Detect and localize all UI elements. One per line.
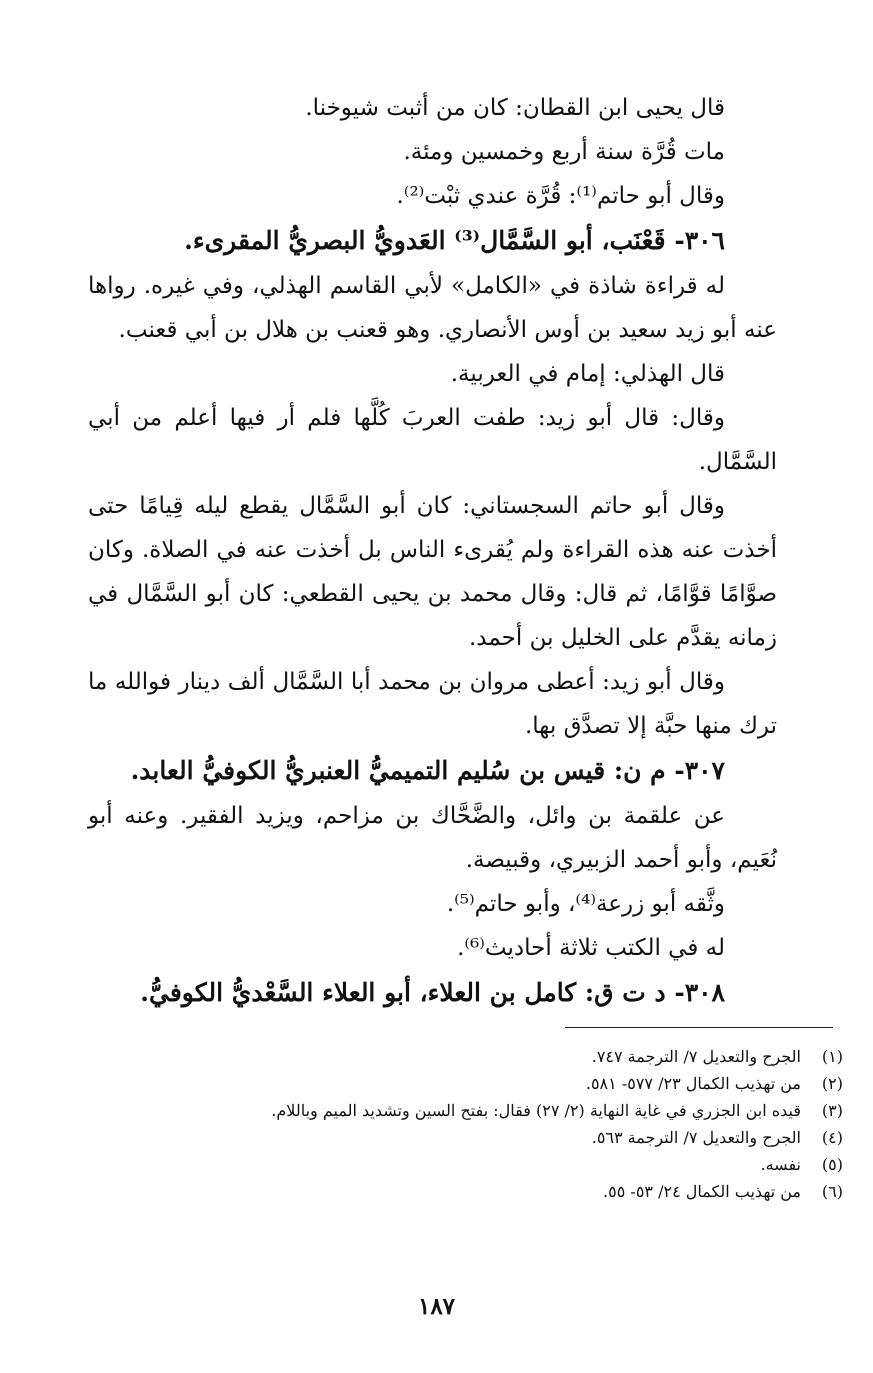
- footnote: [96, 1070, 843, 1097]
- footnotes: [96, 1043, 843, 1205]
- footnote-text: الجرح والتعديل ٧/ الترجمة ٥٦٣.: [591, 1128, 801, 1147]
- footnote-text: من تهذيب الكمال ٢٤/ ٥٣- ٥٥.: [603, 1182, 801, 1201]
- paragraph: وثَّقه أبو زرعة⁽⁴⁾، وأبو حاتم⁽⁵⁾.: [446, 891, 725, 917]
- footnote-number: (٢): [821, 1074, 843, 1093]
- entry-heading-307: ٣٠٧- م ن: قيس بن سُليم التميميُّ العنبريُّ الكوفيُّ العابد.: [130, 756, 725, 785]
- paragraph: قال الهذلي: إمام في العربية.: [450, 361, 725, 387]
- main-text: [88, 86, 777, 1016]
- entry-heading-306: ٣٠٦- قَعْنَب، أبو السَّمَّال⁽³⁾ العَدويُّ البصريُّ المقرىء.: [184, 226, 725, 255]
- text-line: مات قُرَّة سنة أربع وخمسين ومئة.: [403, 139, 725, 165]
- footnote: [96, 1151, 843, 1178]
- paragraph: له قراءة شاذة في «الكامل» لأبي القاسم الهذلي، وفي غيره. رواها عنه أبو زيد سعيد بن أوس الأنصاري. وهو قعنب بن هلال بن أبي قعنب.: [88, 273, 777, 343]
- footnote-number: (٥): [821, 1155, 843, 1174]
- footnote-number: (٣): [821, 1101, 843, 1120]
- footnote: [96, 1043, 843, 1070]
- footnote-number: (٤): [821, 1128, 843, 1147]
- footnote-text: الجرح والتعديل ٧/ الترجمة ٧٤٧.: [591, 1047, 801, 1066]
- text-line: وقال أبو حاتم⁽¹⁾: قُرَّة عندي ثبْت⁽²⁾.: [396, 183, 725, 209]
- paragraph: له في الكتب ثلاثة أحاديث⁽⁶⁾.: [457, 935, 725, 961]
- paragraph: وقال أبو زيد: أعطى مروان بن محمد أبا السَّمَّال ألف دينار فوالله ما ترك منها حبَّة إلا تصدَّق بها.: [88, 669, 777, 739]
- footnote-text: قيده ابن الجزري في غاية النهاية (٢/ ٢٧) فقال: بفتح السين وتشديد الميم وباللام.: [271, 1101, 801, 1120]
- page-number: ١٨٧: [417, 1293, 456, 1320]
- paragraph: وقال أبو حاتم السجستاني: كان أبو السَّمَّال يقطع ليله قِيامًا حتى أخذت عنه هذه القراءة ولم يُقرىء الناس بل أخذت عنه في الصلاة. وكان صوَّامًا قوَّامًا، ثم قال: وقال محمد بن يحيى القطعي: كان أبو السَّمَّال في زمانه يقدَّم على الخليل بن أحمد.: [88, 493, 777, 651]
- footnote: [96, 1124, 843, 1151]
- footnote: [96, 1178, 843, 1205]
- footnote-text: من تهذيب الكمال ٢٣/ ٥٧٧- ٥٨١.: [585, 1074, 801, 1093]
- footnote-text: نفسه.: [760, 1155, 801, 1174]
- text-line: قال يحيى ابن القطان: كان من أثبت شيوخنا.: [305, 95, 725, 121]
- entry-heading-308: ٣٠٨- د ت ق: كامل بن العلاء، أبو العلاء السَّعْديُّ الكوفيُّ.: [140, 978, 725, 1007]
- footnote-number: (٦): [821, 1182, 843, 1201]
- paragraph: عن علقمة بن وائل، والضَّحَّاك بن مزاحم، ويزيد الفقير. وعنه أبو نُعَيم، وأبو أحمد الزبيري، وقبيصة.: [88, 803, 777, 873]
- footnote-number: (١): [821, 1047, 843, 1066]
- paragraph: وقال: قال أبو زيد: طفت العربَ كُلَّها فلم أر فيها أعلم من أبي السَّمَّال.: [88, 405, 777, 475]
- footnote-divider: [565, 1027, 833, 1028]
- footnote: [96, 1097, 843, 1124]
